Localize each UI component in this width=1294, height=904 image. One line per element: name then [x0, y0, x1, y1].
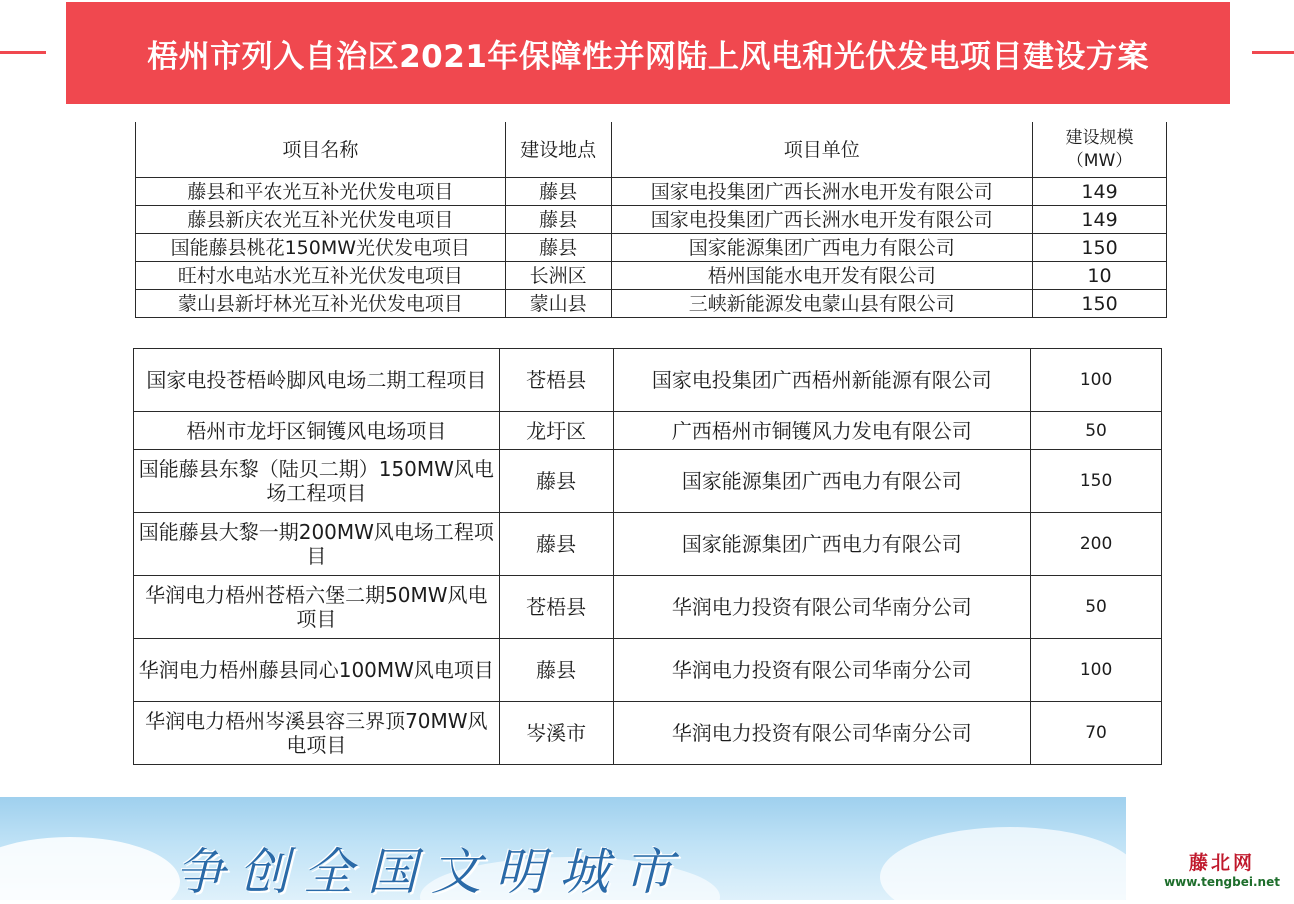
cloud-shape: [0, 837, 180, 900]
cell-project-name: 梧州市龙圩区铜镬风电场项目: [134, 412, 500, 450]
cell-project-unit: 华润电力投资有限公司华南分公司: [613, 576, 1031, 639]
cloud-shape: [880, 827, 1126, 900]
table-row: [134, 349, 1162, 412]
cell-scale: 50: [1031, 412, 1162, 450]
cell-project-unit: 国家电投集团广西长洲水电开发有限公司: [611, 178, 1033, 206]
cell-project-name: 国家电投苍梧岭脚风电场二期工程项目: [134, 349, 500, 412]
cell-scale: 149: [1033, 206, 1167, 234]
cell-scale: 10: [1033, 262, 1167, 290]
cell-scale: 149: [1033, 178, 1167, 206]
cell-project-name: 国能藤县东黎（陆贝二期）150MW风电场工程项目: [134, 450, 500, 513]
cell-location: 藤县: [505, 178, 611, 206]
cell-project-name: 华润电力梧州苍梧六堡二期50MW风电项目: [134, 576, 500, 639]
cell-project-name: 华润电力梧州岑溪县容三界顶70MW风电项目: [134, 702, 500, 765]
cell-location: 藤县: [499, 513, 613, 576]
table-row: [134, 576, 1162, 639]
wind-projects-table: [133, 348, 1162, 765]
cell-project-name: 华润电力梧州藤县同心100MW风电项目: [134, 639, 500, 702]
title-banner: [66, 2, 1230, 104]
cell-project-name: 藤县新庆农光互补光伏发电项目: [136, 206, 506, 234]
cell-scale: 150: [1033, 234, 1167, 262]
cell-project-unit: 国家能源集团广西电力有限公司: [611, 234, 1033, 262]
header-scale: [1033, 122, 1167, 178]
cell-project-unit: 梧州国能水电开发有限公司: [611, 262, 1033, 290]
cell-location: 苍梧县: [499, 576, 613, 639]
cell-project-unit: 国家能源集团广西电力有限公司: [613, 513, 1031, 576]
cell-location: 藤县: [499, 450, 613, 513]
cell-project-name: 蒙山县新圩林光互补光伏发电项目: [136, 290, 506, 318]
table-row: [134, 412, 1162, 450]
title-right-dash: [1252, 51, 1294, 54]
site-watermark: [1160, 848, 1284, 889]
table-row: [136, 290, 1167, 318]
cell-location: 长洲区: [505, 262, 611, 290]
title-left-dash: [0, 51, 46, 54]
table-row: [136, 206, 1167, 234]
header-location: 建设地点: [505, 122, 611, 178]
cell-location: 藤县: [505, 206, 611, 234]
cell-project-name: 国能藤县桃花150MW光伏发电项目: [136, 234, 506, 262]
cell-location: 龙圩区: [499, 412, 613, 450]
header-project-name: 项目名称: [136, 122, 506, 178]
solar-projects-table: [135, 122, 1167, 318]
cell-project-name: 国能藤县大黎一期200MW风电场工程项目: [134, 513, 500, 576]
cell-scale: 100: [1031, 349, 1162, 412]
banner-slogan: 争创全国文明城市: [175, 843, 687, 901]
cell-project-unit: 国家电投集团广西梧州新能源有限公司: [613, 349, 1031, 412]
cell-project-unit: 国家电投集团广西长洲水电开发有限公司: [611, 206, 1033, 234]
cell-location: 藤县: [499, 639, 613, 702]
cell-location: 苍梧县: [499, 349, 613, 412]
cell-scale: 70: [1031, 702, 1162, 765]
table-header-row: [136, 122, 1167, 178]
cell-project-unit: 华润电力投资有限公司华南分公司: [613, 702, 1031, 765]
cell-scale: 50: [1031, 576, 1162, 639]
header-project-unit: 项目单位: [611, 122, 1033, 178]
cell-project-unit: 国家能源集团广西电力有限公司: [613, 450, 1031, 513]
watermark-url: www.tengbei.net: [1164, 875, 1280, 889]
header-scale-line2: （MW）: [1066, 150, 1133, 171]
table-row: [134, 513, 1162, 576]
table-row: [134, 639, 1162, 702]
page-title: 梧州市列入自治区2021年保障性并网陆上风电和光伏发电项目建设方案: [147, 38, 1149, 75]
table-row: [136, 262, 1167, 290]
cell-scale: 100: [1031, 639, 1162, 702]
table-row: [136, 234, 1167, 262]
cell-location: 岑溪市: [499, 702, 613, 765]
cell-location: 蒙山县: [505, 290, 611, 318]
cell-project-unit: 三峡新能源发电蒙山县有限公司: [611, 290, 1033, 318]
cell-scale: 150: [1033, 290, 1167, 318]
cell-project-name: 旺村水电站水光互补光伏发电项目: [136, 262, 506, 290]
table-row: [134, 450, 1162, 513]
cell-project-unit: 广西梧州市铜镬风力发电有限公司: [613, 412, 1031, 450]
header-scale-line1: 建设规模: [1065, 127, 1134, 148]
cell-project-name: 藤县和平农光互补光伏发电项目: [136, 178, 506, 206]
watermark-name: 藤北网: [1188, 852, 1255, 874]
cell-project-unit: 华润电力投资有限公司华南分公司: [613, 639, 1031, 702]
cell-scale: 150: [1031, 450, 1162, 513]
table-row: [134, 702, 1162, 765]
table-row: [136, 178, 1167, 206]
cell-location: 藤县: [505, 234, 611, 262]
cell-scale: 200: [1031, 513, 1162, 576]
